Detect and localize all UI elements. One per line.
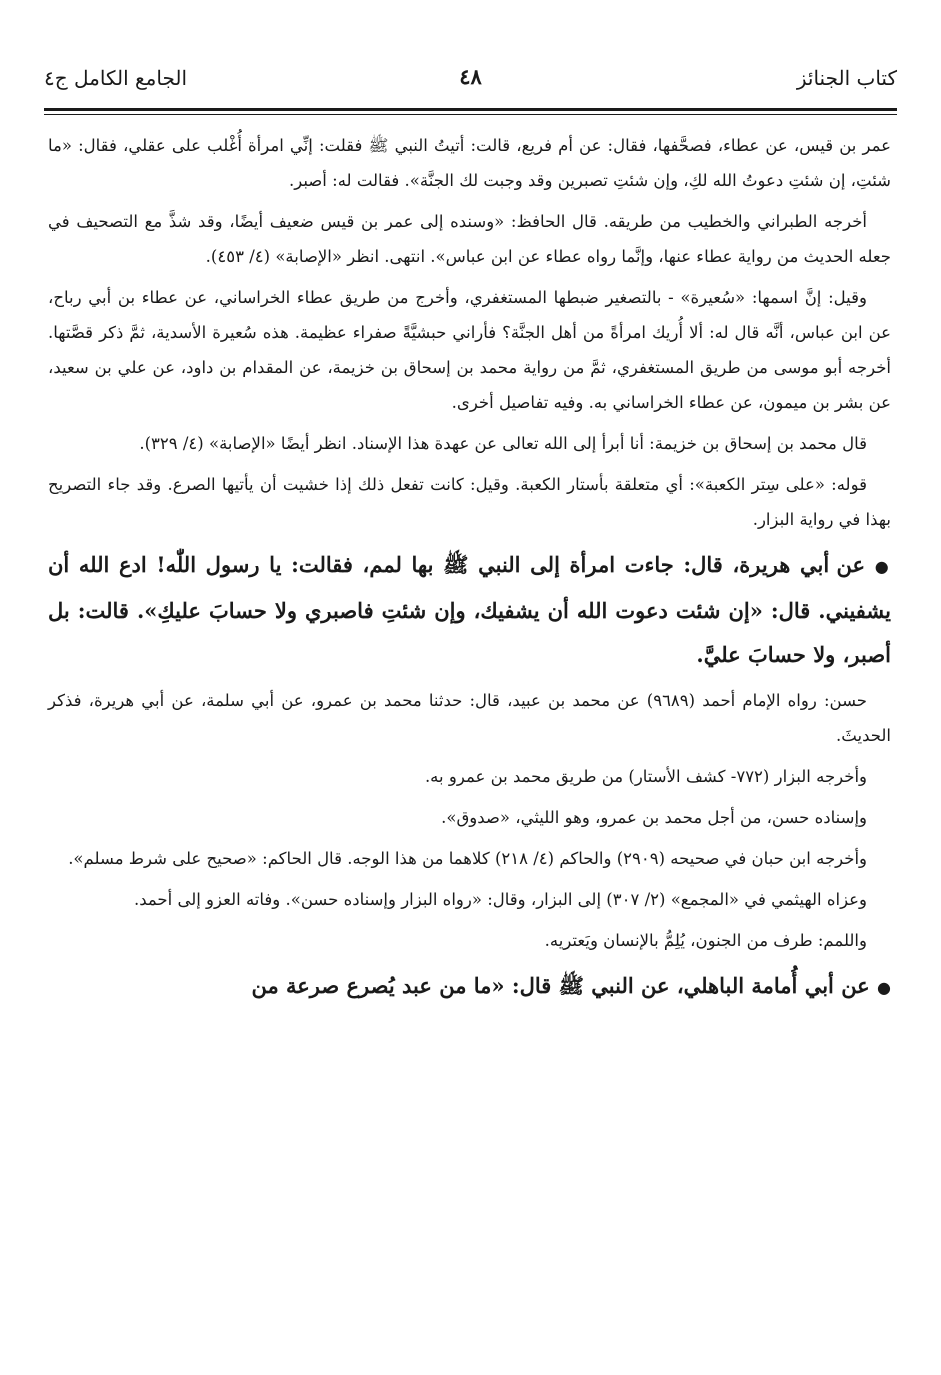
paragraph: وإسناده حسن، من أجل محمد بن عمرو، وهو الليثي، «صدوق». [441,808,867,827]
book-title: الجامع الكامل ج٤ [44,66,188,90]
paragraph: وقيل: إنَّ اسمها: «سُعيرة» - بالتصغير ضبطها المستغفري، وأخرج من طريق عطاء الخراساني، عن عطاء بن أبي رباح، عن ابن عباس، أنَّه قال له: ألا أُريك امرأةً من أهل الجنَّة؟ فأراني حبشيَّةً صفراء عظيمة. هذه سُعيرة الأسدية، ثمَّ ذكر قصَّتها. أخرجه أبو موسى من طريق المستغفري، ثمَّ من رواية محمد بن إسحاق بن خزيمة، عن المقدام بن داود، عن علي بن سعيد، عن بشر بن ميمون، عن عطاء الخراساني به. وفيه تفاصيل أخرى. [48,288,891,412]
paragraph: وأخرجه ابن حبان في صحيحه (٢٩٠٩) والحاكم (٤/ ٢١٨) كلاهما من هذا الوجه. قال الحاكم: «صحيح على شرط مسلم». [68,849,867,868]
paragraph: وأخرجه البزار (٧٧٢- كشف الأستار) من طريق محمد بن عمرو به. [424,767,867,786]
paragraph: وعزاه الهيثمي في «المجمع» (٢/ ٣٠٧) إلى البزار، وقال: «رواه البزار وإسناده حسن». وفاته العزو إلى أحمد. [133,890,867,909]
paragraph: حسن: رواه الإمام أحمد (٩٦٨٩) عن محمد بن عبيد، قال: حدثنا محمد بن عمرو، عن أبي سلمة، عن أبي هريرة، فذكر الحديثَ. [48,691,891,745]
paragraph: عمر بن قيس، عن عطاء، فصحَّفها، فقال: عن أم فريع، قالت: أتيتُ النبي ﷺ فقلت: إنِّي امرأة أُغْلب على عقلي، فقال: «ما شئتِ، إن شئتِ دعوتُ الله لكِ، وإن شئتِ تصبرين وقد وجبت لك الجنَّة». فقالت له: أصبر. [48,136,891,190]
page-body [48,128,891,1016]
paragraph: أخرجه الطبراني والخطيب من طريقه. قال الحافظ: «وسنده إلى عمر بن قيس ضعيف أيضًا، وقد شذَّ مع التصحيف في جعله الحديث من رواية عطاء عنها، وإنَّما رواه عطاء عن ابن عباس». انتهى. انظر «الإصابة» (٤/ ٤٥٣). [48,212,891,266]
hadith-paragraph [48,964,891,1010]
bullet-icon: ● [874,557,891,576]
header-rule-thin [44,114,897,115]
header-rule-thick [44,108,897,111]
chapter-title: كتاب الجنائز [796,66,897,90]
hadith-text: عن أبي أُمامة الباهلي، عن النبي ﷺ قال: «ما من عبد يُصرع صرعة من [251,973,870,998]
paragraph: واللمم: طرف من الجنون، يُلِمُّ بالإنسان ويَعتريه. [544,931,867,950]
hadith-paragraph [48,543,891,677]
paragraph: قوله: «على سِتر الكعبة»: أي متعلقة بأستار الكعبة. وقيل: كانت تفعل ذلك إذا خشيت أن يأتيها الصرع. وقد جاء التصريح بهذا في رواية البزار. [48,475,891,529]
hadith-text: عن أبي هريرة، قال: جاءت امرأة إلى النبي ﷺ بها لمم، فقالت: يا رسول اللّٰه! ادع الله أن يشفيني. قال: «إن شئت دعوت الله أن يشفيك، وإن شئتِ فاصبري ولا حسابَ عليكِ». قالت: بل أصبر، ولا حسابَ عليَّ. [48,552,891,667]
bullet-icon: ● [877,978,891,997]
page-number: ٤٨ [459,64,482,89]
paragraph: قال محمد بن إسحاق بن خزيمة: أنا أبرأ إلى الله تعالى عن عهدة هذا الإسناد. انظر أيضًا «الإصابة» (٤/ ٣٢٩). [139,434,867,453]
page-header [44,62,897,102]
